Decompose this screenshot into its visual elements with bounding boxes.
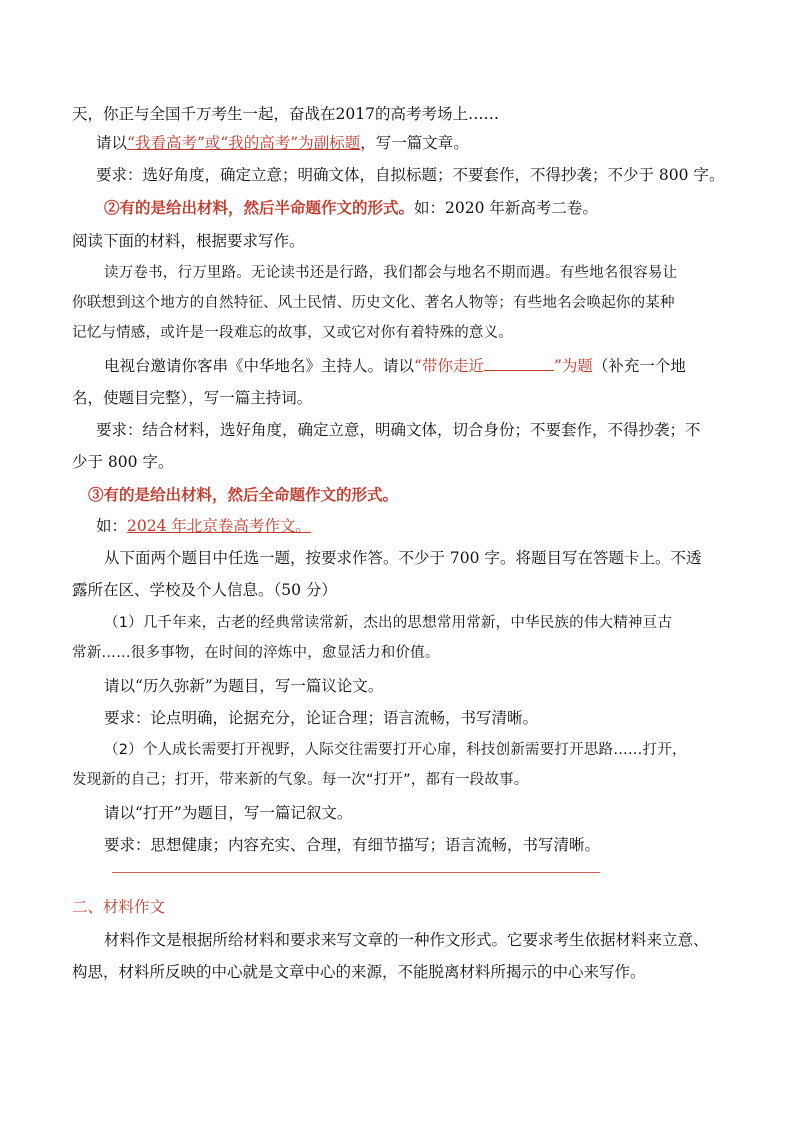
material-line (72, 770, 528, 790)
text-line (96, 420, 701, 440)
text-line (96, 516, 311, 536)
text-span: 从下面两个题目中任选一题，按要求作答。不少于 700 字。将题目写在答题卡上。不透 (104, 549, 702, 567)
text-line (88, 485, 398, 505)
text-span: ，写一篇文章。 (360, 134, 469, 152)
material-line (72, 643, 440, 663)
exam-link[interactable]: 2024 年北京卷高考作文。 (127, 517, 311, 535)
text-span: 如：2020 年新高考二卷。 (414, 199, 598, 217)
text-span: 阅读下面的材料，根据要求写作。 (72, 232, 305, 250)
material-line (72, 293, 675, 313)
text-line (96, 133, 469, 153)
text-line (72, 104, 499, 124)
material-line (72, 323, 513, 343)
requirement-text: 要求：结合材料，选好角度，确定立意，明确文体，切合身份；不要套作，不得抄袭；不 (96, 421, 701, 439)
text-span: 常新……很多事物，在时间的淬炼中，愈显活力和价值。 (72, 645, 440, 661)
text-span: （1）几千年来，古老的经典常读常新，杰出的思想常用常新，中华民族的伟大精神亘古 (104, 615, 673, 631)
text-line (104, 198, 598, 218)
text-line (104, 835, 600, 855)
text-span: 电视台邀请你客串《中华地名》主持人。请以 (104, 357, 415, 375)
requirement-text: 要求：论点明确，论据充分，论证合理；语言流畅，书写清晰。 (104, 709, 539, 727)
heading-text: 二、材料作文 (72, 898, 166, 916)
text-span: 请以“打开”为题目，写一篇记叙文。 (104, 804, 353, 822)
requirement-text: 要求：思想健康；内容充实、合理，有细节描写；语言流畅，书写清晰。 (104, 836, 601, 854)
text-span: （2）个人成长需要打开视野，人际交往需要打开心扉，科技创新需要打开思路……打开， (104, 742, 687, 758)
text-line (72, 452, 173, 472)
section-divider (112, 872, 600, 873)
section-heading (72, 897, 165, 917)
text-line (72, 580, 337, 600)
fill-blank (484, 356, 554, 371)
text-span: 发现新的自己；打开，带来新的气象。每一次“打开”，都有一段故事。 (72, 772, 529, 788)
text-line (96, 165, 724, 185)
text-line (104, 708, 538, 728)
text-span: 天，你正与全国千万考生一起，奋战在2017的高考考场上…… (72, 105, 499, 123)
text-span: 请以 (96, 134, 128, 152)
text-span: 请以“历久弥新”为题目，写一篇议论文。 (104, 677, 384, 695)
material-line (104, 263, 677, 283)
text-span: 名，使题目完整），写一篇主持词。 (72, 389, 313, 407)
text-line (72, 388, 312, 408)
text-line (72, 231, 305, 251)
text-line (104, 548, 701, 568)
text-line (72, 962, 646, 982)
text-span: 你联想到这个地方的自然特征、风土民情、历史文化、著名人物等；有些地名会唤起你的某种 (72, 295, 675, 311)
subtitle-prompt: “我看高考”或“我的高考”为副标题 (127, 134, 361, 152)
text-line (104, 803, 352, 823)
text-line (104, 930, 709, 950)
text-line (104, 676, 383, 696)
text-line (104, 356, 686, 376)
material-line (104, 613, 672, 633)
text-span: 读万卷书，行万里路。无论读书还是行路，我们都会与地名不期而遇。有些地名很容易让 (104, 265, 678, 281)
text-span: 构思，材料所反映的中心就是文章中心的来源，不能脱离材料所揭示的中心来写作。 (72, 963, 646, 981)
text-span: （补充一个地 (592, 357, 686, 375)
material-line (104, 740, 687, 760)
text-span: 少于 800 字。 (72, 453, 174, 471)
section-marker: ③有的是给出材料，然后全命题作文的形式。 (88, 485, 399, 504)
text-span: 记忆与情感，或许是一段难忘的故事，又或它对你有着特殊的意义。 (72, 325, 513, 341)
text-span: 如： (96, 517, 128, 535)
title-prompt: “带你走近 (414, 357, 484, 375)
title-prompt: ”为题 (553, 357, 593, 375)
requirement-text: 要求：选好角度，确定立意；明确文体，自拟标题；不要套作，不得抄袭；不少于 800 字。 (96, 166, 725, 184)
text-span: 材料作文是根据所给材料和要求来写文章的一种作文形式。它要求考生依据材料来立意、 (104, 931, 709, 949)
section-marker: ②有的是给出材料，然后半命题作文的形式。 (104, 198, 415, 217)
text-span: 露所在区、学校及个人信息。（50 分） (72, 581, 337, 599)
